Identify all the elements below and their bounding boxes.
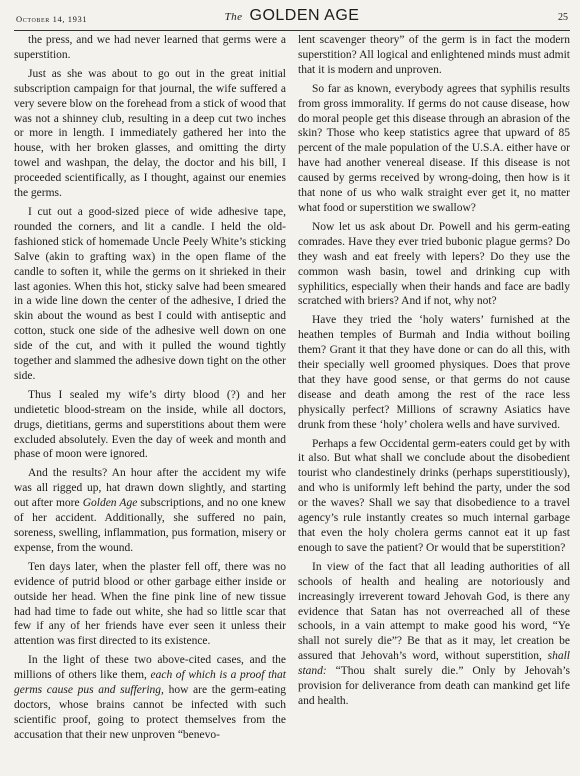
paragraph [14,67,286,201]
paragraph [14,466,286,555]
text-run: Have they tried the ‘holy waters’ furnished at the heathen temples of Burmah and India without boiling them? Grant it that they have done or can do all this, with their specially well groomed physiques. Does that prove that they have good sense, or that germs do not cause disease and death among the rest of the race less physically perfect? Millions of scrawny Asiatics have drunk from these ‘holy’ cholera wells and have survived. [298,314,570,431]
text-run: So far as known, everybody agrees that syphilis results from gross immorality. If germs do not cause disease, how do moral people get this disease through an abrasion of the skin? Those who keep statistics agree that upward of 85 percent of the male population of the U.S.A. either have or have had another venereal disease. If this disease is not caused by germs received by wrong-doing, then how is it that none of us who walk straight ever get it, no matter what food or superstition we swallow? [298,82,570,214]
paragraph [298,82,570,216]
magazine-title [14,7,570,25]
article-body [14,33,570,747]
italic-text: Golden Age [82,497,138,510]
italic-text: each of which is a proof that germs cause pus and suffering, [14,669,286,697]
paragraph [298,33,570,78]
page-number: 25 [558,12,568,23]
text-run: Ten days later, when the plaster fell off, there was no evidence of putrid blood or other garbage either inside or outside her head. When the fine pink line of new tissue had had time to fade out white, she had so little scar that few if any of her friends have ever seen it unless their attention was first directed to its existence. [14,560,286,648]
paragraph [14,205,286,384]
text-run: subscriptions, and no one knew of her accident. Additionally, she suffered no pain, soreness, swelling, inflammation, pus formation, misery or expense, from the wound. [14,497,286,554]
text-run: I cut out a good-sized piece of wide adhesive tape, rounded the corners, and lit a candle. I held the old-fashioned stick of homemade Uncle Peely White’s sticking Salve (akin to grafting wax) in the open flame of the candle to soften it, while the germs on it shrieked in their last agonies. When this hot, sticky salve had been smeared in a wide line down the center of the adhesive, I dried the skin about the wound as best I could with antiseptic and cotton, stuck one side of the adhesive well down on one side of the cut, and with it pulled the wound tightly together and slammed the adhesive down tight on the other side. [14,205,286,382]
paragraph [298,220,570,309]
text-run: Thus I sealed my wife’s dirty blood (?) and her undietetic blood-stream on the inside, while all doctors, drugs, dietitians, germs and superstitions about them were excluded absolutely. Even the day of week and month and phase of moon were ignored. [14,388,286,461]
text-run: Now let us ask about Dr. Powell and his germ-eating comrades. Have they ever tried bubonic plague germs? Do they wash and eat freely with lepers? Do they use the common wash basin, towel and drinking cup with syphilitics, especially when their hands and face are badly scratched with briers? And if not, why not? [298,220,570,308]
left-column [14,33,286,747]
paragraph [298,313,570,432]
paragraph [14,33,286,63]
magazine-title-article: The [224,11,243,23]
text-run: Just as she was about to go out in the great initial subscription campaign for that journal, the wife suffered a very severe blow on the forehead from a stick of wood that was not a shinney club, resulting in a deep cut two inches or more in length. I immediately gathered her into the house, with her broken glasses, and omitting the dirty towel and washpan, the delay, the doctor and his bill, I proceeded scientifically, as I thought, against our enemies the germs. [14,67,286,200]
right-column [298,33,570,747]
text-run: the press, and we had never learned that germs were a superstition. [14,34,286,61]
running-header [14,6,570,31]
paragraph [298,560,570,709]
magazine-title-name: GOLDEN AGE [249,7,360,24]
text-run: And the results? An hour after the accident my wife was all rigged up, hat drawn down slightly, and starting out after more [14,467,286,510]
paragraph [14,653,286,742]
italic-text: shall stand: [298,650,570,678]
paragraph [14,560,286,649]
text-run: In view of the fact that all leading authorities of all schools of health and healing are notoriously and increasingly irreverent toward Jehovah God, is there any evidence that Satan has not overreached all of these schools, in a vain attempt to make good his word, “Ye shall not surely die”? Be that as it may, let creation be assured that Jehovah’s word, without superstition, [298,560,570,663]
text-run: In the light of these two above-cited cases, and the millions of others like them, [14,654,286,682]
text-run: how are the germ-eating doctors, whose brains cannot be infected with such scientific proof, going to protect themselves from the accusation that their new unproven “benevo- [14,684,286,741]
paragraph [298,437,570,556]
text-run: Perhaps a few Occidental germ-eaters could get by with it also. But what shall we conclude about the disobedient tourist who clandestinely drinks (perhaps superstitiously), and who is uniformly left behind the party, under the sod or the waves? Shall we say that disobedience to a travel agency’s rule instantly creates so much internal garbage that even the holy cholera germs cannot eat it up fast enough to save the patient? Or would that be superstition? [298,437,570,554]
text-run: lent scavenger theory” of the germ is in fact the modern superstition? All logical and enlightened minds must admit that it is modern and unproven. [298,34,570,76]
text-run: “Thou shalt surely die.” Only by Jehovah’s provision for deliverance from death can mankind get life and health. [298,665,570,707]
paragraph [14,388,286,463]
issue-date: October 14, 1931 [16,14,88,24]
